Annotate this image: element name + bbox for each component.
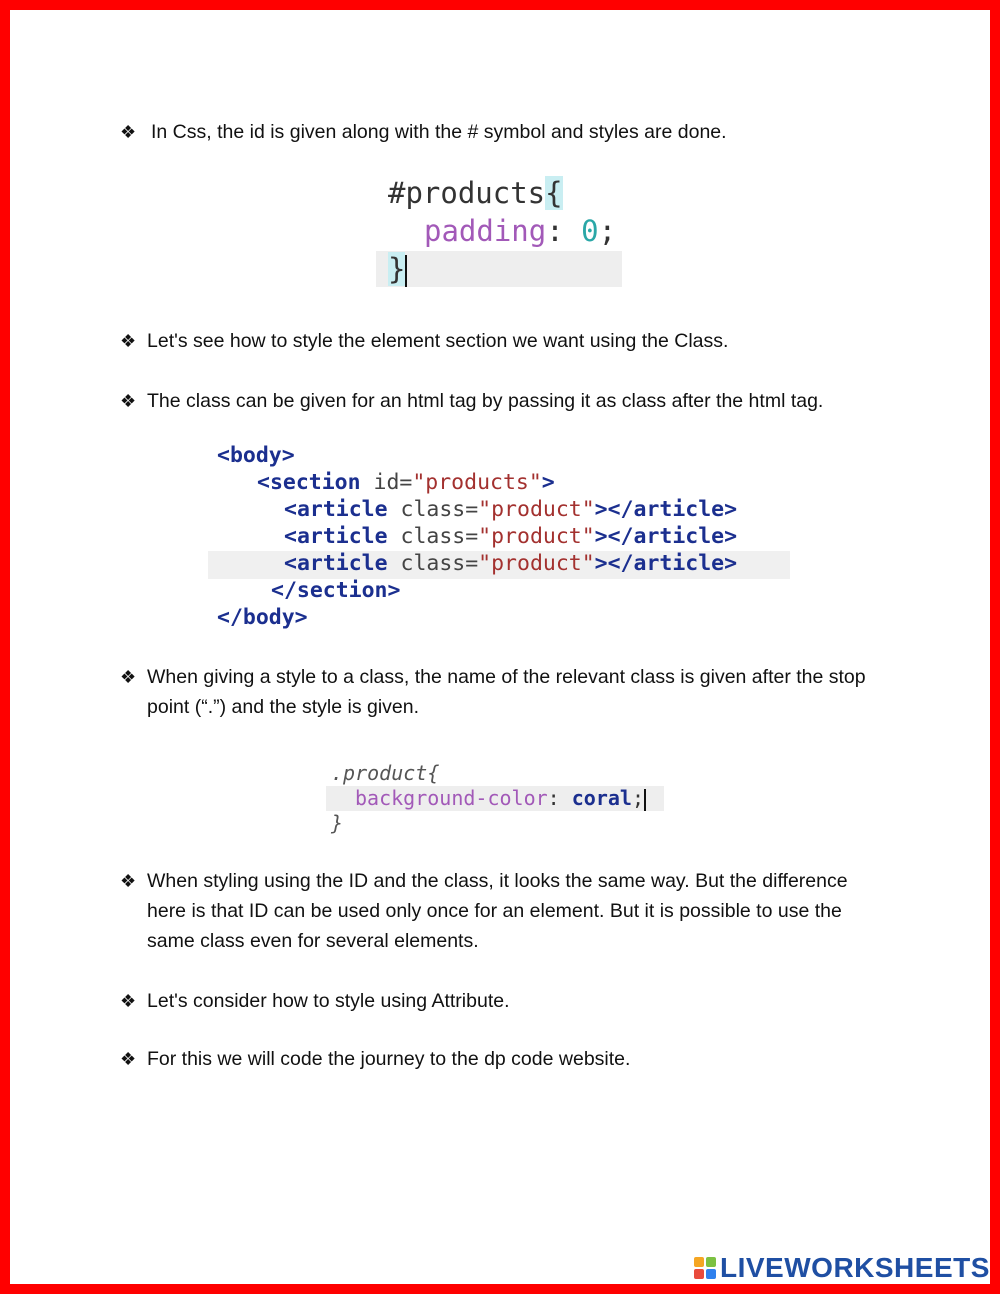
html-tag: <body> [217,443,295,468]
code-line [271,577,400,604]
text-cursor [405,255,407,287]
bullet-item [120,1044,880,1074]
code-snippet-class-selector [326,760,666,840]
semicolon: ; [631,786,645,810]
logo-tile [694,1257,704,1267]
bullet-item [120,866,880,956]
bullet-icon: ❖ [120,1049,137,1069]
bullet-item [120,386,880,416]
attribute-value: "products" [412,470,542,495]
html-attribute: class= [387,524,479,549]
bullet-icon: ❖ [120,871,137,891]
logo-text: LIVEWORKSHEETS [720,1252,990,1283]
code-line [424,212,616,250]
liveworksheets-logo[interactable] [694,1253,990,1283]
code-line [331,761,439,786]
attribute-value: "product" [478,524,595,549]
logo-tile [706,1269,716,1279]
attribute-value: "product" [478,551,595,576]
semicolon: ; [598,214,617,248]
bullet-icon: ❖ [120,391,137,411]
open-brace: { [427,761,440,785]
code-snippet-id-selector [376,172,626,290]
bullet-text: In Css, the id is given along with the # symbol and styles are done. [151,121,727,143]
html-attribute: id= [360,470,413,495]
code-line [257,469,555,496]
bullet-item [120,662,880,722]
code-line [284,496,737,523]
code-line [388,174,563,212]
css-selector: #products [388,176,546,210]
bullet-icon: ❖ [120,991,137,1011]
bullet-text: When styling using the ID and the class, it looks the same way. But the difference here is that ID can be used only once for an element. But it is possible to use the same class even for several elements. [147,870,848,952]
bullet-item [120,326,880,356]
bullet-text: For this we will code the journey to the dp code website. [147,1048,631,1070]
code-line [284,550,737,577]
html-tag: <article [284,497,388,522]
bullet-text: Let's see how to style the element section we want using the Class. [147,330,729,352]
css-property: background-color [355,786,548,810]
logo-tile [706,1257,716,1267]
css-property: padding [424,214,547,248]
text-cursor [644,789,646,811]
close-brace: } [331,811,344,835]
html-attribute: class= [387,497,479,522]
highlighted-line [376,251,622,287]
bullet-icon: ❖ [120,331,137,351]
html-attribute: class= [387,551,479,576]
open-brace: { [545,176,563,210]
html-tag: <article [284,524,388,549]
colon: : [547,786,572,810]
bullet-item [120,117,880,147]
code-snippet-html-markup [208,441,792,637]
bullet-text: When giving a style to a class, the name of the relevant class is given after the stop point (“.”) and the style is given. [147,666,866,718]
html-tag: </section> [271,578,401,603]
code-line [217,604,308,631]
bullet-text: The class can be given for an html tag by passing it as class after the html tag. [147,390,824,412]
code-line [217,442,295,469]
code-line [388,250,407,288]
close-brace: } [388,252,406,286]
bullet-icon: ❖ [120,122,137,142]
html-tag: ></article> [594,551,738,576]
logo-tile [694,1269,704,1279]
html-tag: ></article> [594,497,738,522]
css-value: coral [571,786,632,810]
css-value: 0 [581,214,599,248]
code-line [331,811,343,836]
css-selector: .product [331,761,428,785]
html-tag: ></article> [594,524,738,549]
bullet-icon: ❖ [120,667,137,687]
colon: : [546,214,582,248]
attribute-value: "product" [478,497,595,522]
html-tag: <article [284,551,388,576]
html-tag: </body> [217,605,308,630]
bullet-item [120,986,880,1016]
code-line [355,786,646,811]
html-tag: > [541,470,555,495]
bullet-text: Let's consider how to style using Attribute. [147,990,510,1012]
code-line [284,523,737,550]
logo-icon [694,1257,716,1279]
html-tag: <section [257,470,361,495]
